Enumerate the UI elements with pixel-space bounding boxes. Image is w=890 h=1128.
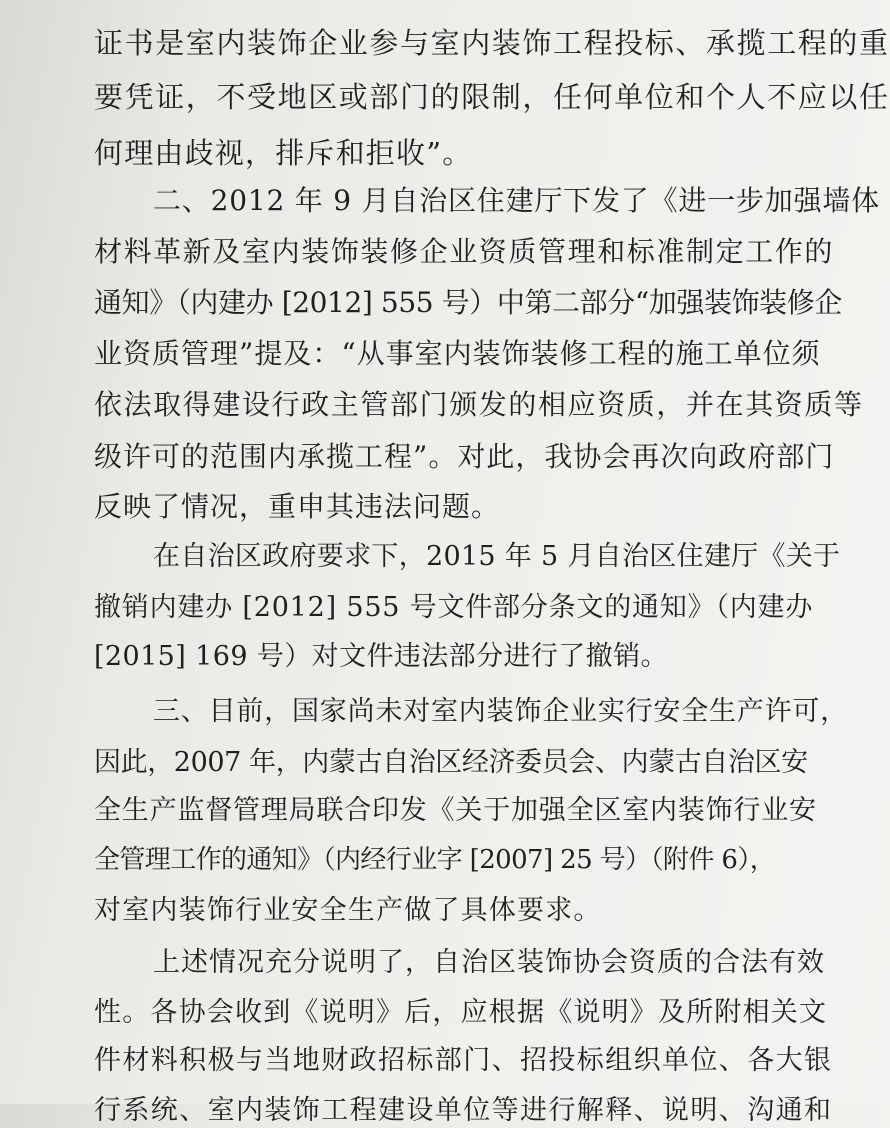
text-line: 撤销内建办 [2012] 555 号文件部分条文的通知》（内建办 (94, 592, 814, 623)
text-line: 全生产监督管理局联合印发《关于加强全区室内装饰行业安 (94, 795, 817, 826)
text-line: 行系统、室内装饰工程建设单位等进行解释、说明、沟通和 (94, 1095, 833, 1126)
text-line: 通知》（内建办 [2012] 555 号）中第二部分“加强装饰装修企 (94, 286, 842, 319)
text-line: 三、目前，国家尚未对室内装饰企业实行安全生产许可， (153, 696, 848, 727)
text-line: 要凭证，不受地区或部门的限制，任何单位和个人不应以任 (94, 80, 890, 114)
text-line: 件材料积极与当地财政招标部门、招投标组织单位、各大银 (94, 1045, 833, 1076)
text-line: 在自治区政府要求下，2015 年 5 月自治区住建厅《关于 (153, 541, 841, 572)
text-line: 业资质管理”提及：“从事室内装饰装修工程的施工单位须 (94, 337, 821, 370)
text-line: 二、2012 年 9 月自治区住建厅下发了《进一步加强墙体 (153, 184, 880, 217)
text-line: [2015] 169 号）对文件违法部分进行了撤销。 (94, 641, 668, 672)
text-line: 证书是室内装饰企业参与室内装饰工程投标、承揽工程的重 (94, 26, 890, 60)
text-line: 性。各协会收到《说明》后，应根据《说明》及所附相关文 (94, 997, 828, 1028)
text-line: 级许可的范围内承揽工程”。对此，我协会再次向政府部门 (94, 440, 835, 473)
text-line: 反映了情况，重申其违法问题。 (94, 490, 501, 523)
text-line: 对室内装饰行业安全生产做了具体要求。 (94, 895, 602, 926)
text-line: 何理由歧视，排斥和拒收”。 (94, 136, 473, 170)
text-line: 上述情况充分说明了，自治区装饰协会资质的合法有效 (153, 947, 825, 978)
text-line: 因此，2007 年，内蒙古自治区经济委员会、内蒙古自治区安 (94, 747, 808, 778)
text-line: 全管理工作的通知》（内经行业字 [2007] 25 号）（附件 6）， (94, 845, 776, 875)
text-line: 依法取得建设行政主管部门颁发的相应资质，并在其资质等 (94, 388, 864, 421)
text-line: 材料革新及室内装饰装修企业资质管理和标准制定工作的 (94, 235, 835, 268)
